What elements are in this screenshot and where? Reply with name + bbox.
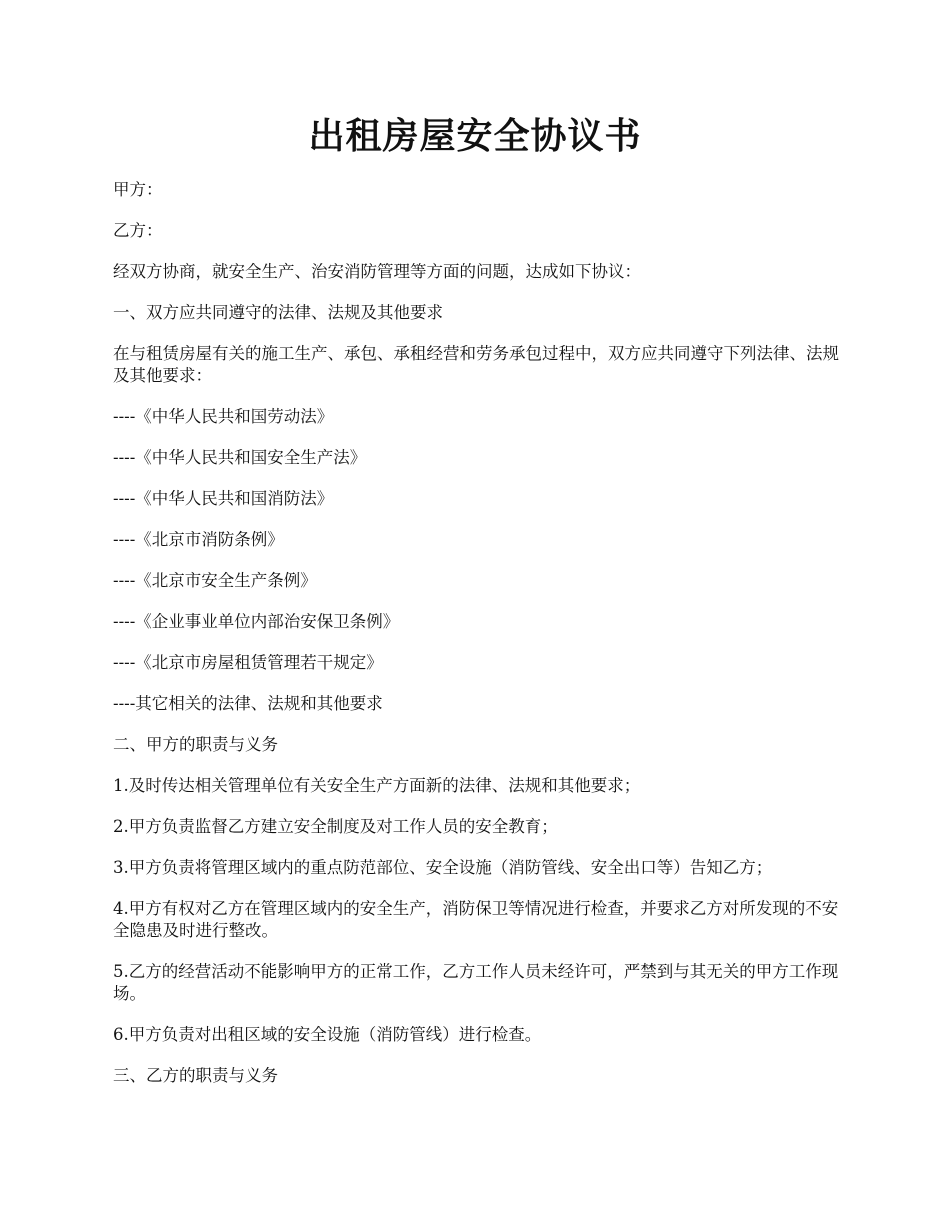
law-item: ----《北京市房屋租赁管理若干规定》 <box>113 653 383 672</box>
duty-item: 2.甲方负责监督乙方建立安全制度及对工作人员的安全教育； <box>113 817 558 836</box>
document-body <box>113 179 843 1106</box>
section-heading-3: 三、乙方的职责与义务 <box>113 1066 278 1085</box>
section-1-paragraph: 在与租赁房屋有关的施工生产、承包、承租经营和劳务承包过程中，双方应共同遵守下列法律、法规及其他要求： <box>113 344 839 385</box>
party-a-line: 甲方： <box>113 180 163 199</box>
law-item: ----《北京市消防条例》 <box>113 530 284 549</box>
law-item: ----《企业事业单位内部治安保卫条例》 <box>113 612 400 631</box>
law-item: ----《中华人民共和国消防法》 <box>113 489 334 508</box>
duty-item: 4.甲方有权对乙方在管理区域内的安全生产，消防保卫等情况进行检查，并要求乙方对所发现的不安全隐患及时进行整改。 <box>113 899 839 940</box>
intro-paragraph: 经双方协商，就安全生产、治安消防管理等方面的问题，达成如下协议： <box>113 262 641 281</box>
section-heading-2: 二、甲方的职责与义务 <box>113 735 278 754</box>
law-item: ----《中华人民共和国安全生产法》 <box>113 448 367 467</box>
document-title: 出租房屋安全协议书 <box>308 115 642 157</box>
law-item: ----《北京市安全生产条例》 <box>113 571 317 590</box>
section-heading-1: 一、双方应共同遵守的法律、法规及其他要求 <box>113 303 443 322</box>
law-item: ----《中华人民共和国劳动法》 <box>113 407 334 426</box>
law-item: ----其它相关的法律、法规和其他要求 <box>113 694 383 713</box>
duty-item: 3.甲方负责将管理区域内的重点防范部位、安全设施（消防管线、安全出口等）告知乙方； <box>113 858 773 877</box>
duty-item: 5.乙方的经营活动不能影响甲方的正常工作，乙方工作人员未经许可，严禁到与其无关的甲方工作现场。 <box>113 962 839 1003</box>
duty-item: 6.甲方负责对出租区域的安全设施（消防管线）进行检查。 <box>113 1025 542 1044</box>
party-b-line: 乙方： <box>113 221 163 240</box>
duty-item: 1.及时传达相关管理单位有关安全生产方面新的法律、法规和其他要求； <box>113 776 641 795</box>
